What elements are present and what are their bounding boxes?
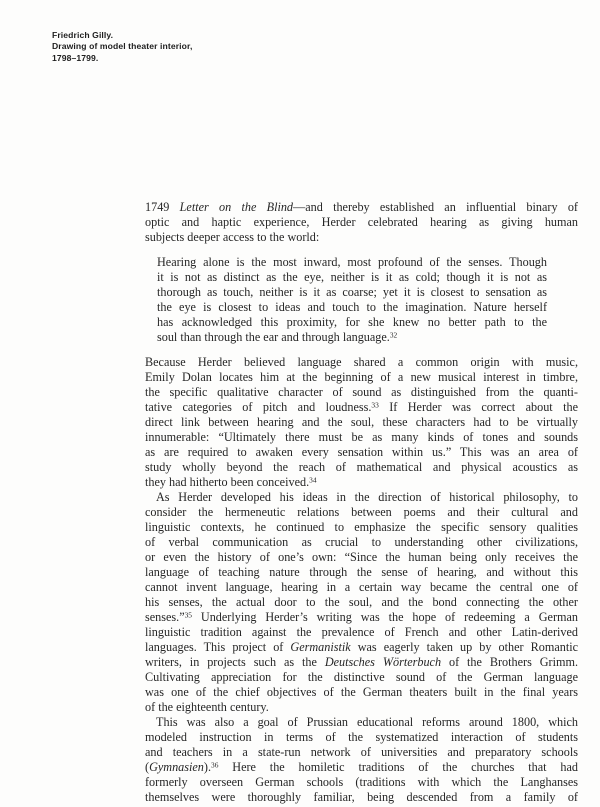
text-line: thorough as touch, neither is it as coarse; yet it is closest to sensation as bbox=[157, 285, 547, 299]
text-line: subjects deeper access to the world: bbox=[145, 230, 320, 244]
text-line: it is not as distinct as the eye, neither is it as cold; though it is not as bbox=[157, 270, 547, 284]
paragraph bbox=[145, 200, 578, 245]
caption-line: Friedrich Gilly. bbox=[52, 30, 114, 40]
text-line: (Gymnasien).$^{36}$ Here the homiletic traditions of the churches that had bbox=[145, 760, 578, 774]
text-line: consider the hermeneutic relations between poems and their cultural and bbox=[145, 505, 578, 519]
text-line: themselves were thoroughly familiar, being descended from a family of bbox=[145, 790, 578, 804]
text-line: the specific qualitative character of sound as distinguished from the quanti- bbox=[145, 385, 578, 399]
footnote-reference: 36 bbox=[211, 760, 219, 770]
text-line: and teachers in a state-run network of universities and preparatory schools bbox=[145, 745, 578, 759]
text-line: writers, in projects such as the Deutsches Wörterbuch of the Brothers Grimm. bbox=[145, 655, 578, 669]
text-line: linguistic tradition against the prevalence of French and other Latin-derived bbox=[145, 625, 578, 639]
paragraph bbox=[145, 490, 578, 715]
text-line: innumerable: “Ultimately there must be as many kinds of tones and sounds bbox=[145, 430, 578, 444]
text-line: has acknowledged this proximity, for she knew no better path to the bbox=[157, 315, 547, 329]
text-line: language of teaching nature through the sense of hearing, and without this bbox=[145, 565, 578, 579]
paragraph bbox=[145, 355, 578, 490]
text-line: senses.”$^{35}$ Underlying Herder’s writing was the hope of redeeming a German bbox=[145, 610, 578, 624]
text-line: As Herder developed his ideas in the direction of historical philosophy, to bbox=[156, 490, 578, 504]
text-line: optic and haptic experience, Herder celebrated hearing as giving human bbox=[145, 215, 578, 229]
blockquote bbox=[157, 255, 547, 345]
text-line: they had hitherto been conceived.$^{34}$ bbox=[145, 475, 317, 489]
text-line: soul than through the ear and through language.$^{32}$ bbox=[157, 330, 398, 344]
caption-line: Drawing of model theater interior, bbox=[52, 41, 193, 52]
text-line: cannot invent language, hearing in a certain way became the central one of bbox=[145, 580, 578, 594]
text-line: of verbal communication as crucial to understanding other civilizations, bbox=[145, 535, 578, 549]
text-line: or even the history of one’s own: “Since the human being only receives the bbox=[145, 550, 578, 564]
footnote-reference: 32 bbox=[389, 330, 398, 340]
figure-caption bbox=[52, 30, 192, 64]
text-line: linguistic contexts, he continued to emphasize the specific sensory qualities bbox=[145, 520, 578, 534]
paragraph bbox=[145, 715, 578, 805]
text-line: languages. This project of Germanistik was eagerly taken up by other Romantic bbox=[145, 640, 579, 654]
footnote-reference: 34 bbox=[309, 475, 317, 485]
body-text-block bbox=[145, 200, 578, 805]
text-line: formerly overseen German schools (traditions with which the Langhanses bbox=[145, 775, 578, 789]
caption-line: 1798–1799. bbox=[52, 52, 99, 63]
text-line: of the eighteenth century. bbox=[145, 700, 269, 714]
text-line: Hearing alone is the most inward, most profound of the senses. Though bbox=[157, 255, 547, 269]
text-line: as are required to awaken every sensation within us.” This was an area of bbox=[145, 445, 578, 459]
text-line: Cultivating appreciation for the distinctive sound of the German language bbox=[145, 670, 578, 684]
text-line: direct link between hearing and the soul, these characters had to be virtually bbox=[145, 415, 578, 429]
text-line: modeled instruction in terms of the systematized interaction of students bbox=[145, 730, 578, 744]
text-line: This was also a goal of Prussian educational reforms around 1800, which bbox=[156, 715, 578, 729]
text-line: was one of the chief objectives of the German theaters built in the final years bbox=[145, 685, 578, 699]
footnote-reference: 33 bbox=[371, 400, 379, 410]
text-line: Emily Dolan locates him at the beginning of a new musical interest in timbre, bbox=[145, 370, 578, 384]
text-line: tative categories of pitch and loudness.$^{33}$ If Herder was correct about the bbox=[145, 400, 578, 414]
text-line: study wholly beyond the reach of mathematical and physical acoustics as bbox=[145, 460, 578, 474]
text-line: his senses, the actual door to the soul, and the bond connecting the other bbox=[145, 595, 578, 609]
text-line: 1749 Letter on the Blind—and thereby established an influential binary of bbox=[145, 200, 578, 214]
footnote-reference: 35 bbox=[184, 610, 192, 620]
text-line: Because Herder believed language shared a common origin with music, bbox=[145, 355, 578, 369]
text-line: the eye is closest to ideas and touch to the imagination. Nature herself bbox=[157, 300, 547, 314]
